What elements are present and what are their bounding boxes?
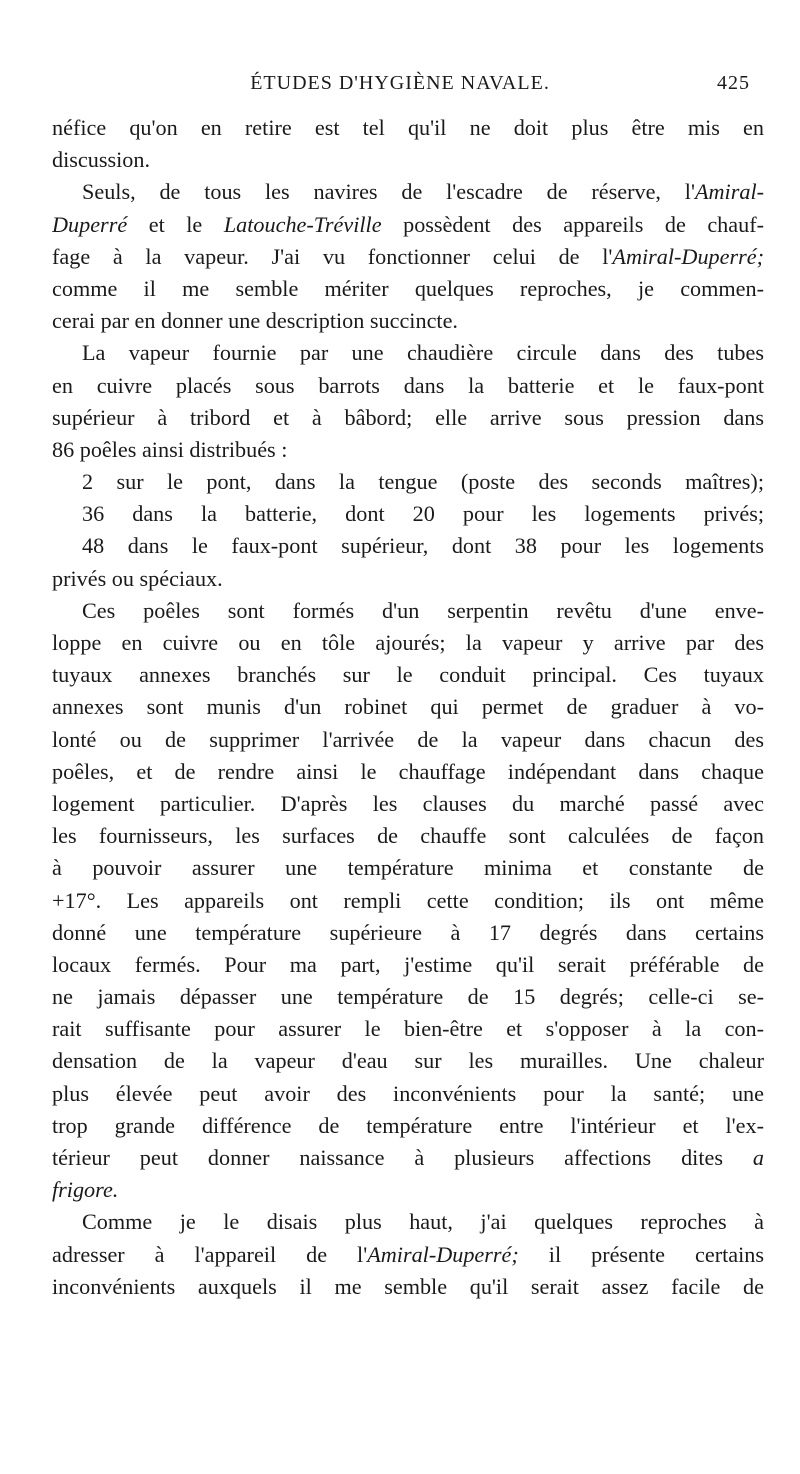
text-line: trop grande différence de température entre l'intérieur et l'ex- (52, 1112, 764, 1138)
text-line: lonté ou de supprimer l'arrivée de la vapeur dans chacun des (52, 726, 764, 752)
text-line: fage à la vapeur. J'ai vu fonctionner celui de l'Amiral-Duperré; (52, 243, 764, 269)
text-line: Seuls, de tous les navires de l'escadre de réserve, l'Amiral- (82, 179, 764, 205)
text-line: donné une température supérieure à 17 degrés dans certains (52, 919, 764, 945)
text-line: Ces poêles sont formés d'un serpentin revêtu d'une enve- (82, 597, 764, 623)
text-line: néfice qu'on en retire est tel qu'il ne doit plus être mis en (52, 115, 764, 140)
text-line: 36 dans la batterie, dont 20 pour les logements privés; (82, 501, 764, 527)
text-line: loppe en cuivre ou en tôle ajourés; la vapeur y arrive par des (52, 630, 764, 655)
running-header (50, 72, 750, 102)
text-line: Duperré et le Latouche-Tréville possèdent des appareils de chauf- (52, 211, 764, 237)
running-title: ÉTUDES D'HYGIÈNE NAVALE. (250, 72, 550, 94)
text-line: +17°. Les appareils ont rempli cette condition; ils ont même (52, 887, 764, 913)
text-line: adresser à l'appareil de l'Amiral-Duperré; il présente certains (52, 1241, 764, 1267)
text-line: en cuivre placés sous barrots dans la batterie et le faux-pont (52, 372, 764, 398)
text-line: Comme je le disais plus haut, j'ai quelques reproches à (82, 1209, 764, 1235)
text-line: inconvénients auxquels il me semble qu'il serait assez facile de (52, 1273, 764, 1299)
text-line: frigore. (52, 1177, 119, 1203)
text-line: plus élevée peut avoir des inconvénients pour la santé; une (52, 1080, 764, 1106)
text-line: 48 dans le faux-pont supérieur, dont 38 pour les logements (82, 533, 764, 559)
text-line: locaux fermés. Pour ma part, j'estime qu'il serait préférable de (52, 951, 764, 977)
text-line: densation de la vapeur d'eau sur les murailles. Une chaleur (52, 1048, 764, 1074)
text-line: à pouvoir assurer une température minima et constante de (52, 855, 764, 881)
text-line: comme il me semble mériter quelques reproches, je commen- (52, 275, 764, 301)
text-line: discussion. (52, 147, 151, 173)
text-line: tuyaux annexes branchés sur le conduit principal. Ces tuyaux (52, 662, 764, 688)
body-text (52, 112, 764, 1303)
text-line: cerai par en donner une description succincte. (52, 308, 458, 334)
text-line: térieur peut donner naissance à plusieurs affections dites a (52, 1145, 764, 1170)
text-line: 86 poêles ainsi distribués : (52, 436, 288, 462)
text-line: logement particulier. D'après les clauses du marché passé avec (52, 790, 764, 816)
text-line: La vapeur fournie par une chaudière circule dans des tubes (82, 340, 764, 366)
text-line: les fournisseurs, les surfaces de chauffe sont calculées de façon (52, 823, 764, 849)
page-number: 425 (717, 72, 750, 94)
text-line: ne jamais dépasser une température de 15 degrés; celle-ci se- (52, 984, 764, 1010)
text-line: 2 sur le pont, dans la tengue (poste des seconds maîtres); (82, 469, 764, 495)
text-line: privés ou spéciaux. (52, 565, 223, 591)
text-line: rait suffisante pour assurer le bien-être et s'opposer à la con- (52, 1016, 764, 1042)
text-line: supérieur à tribord et à bâbord; elle arrive sous pression dans (52, 404, 764, 430)
text-line: poêles, et de rendre ainsi le chauffage indépendant dans chaque (52, 758, 764, 784)
text-line: annexes sont munis d'un robinet qui permet de graduer à vo- (52, 694, 764, 720)
